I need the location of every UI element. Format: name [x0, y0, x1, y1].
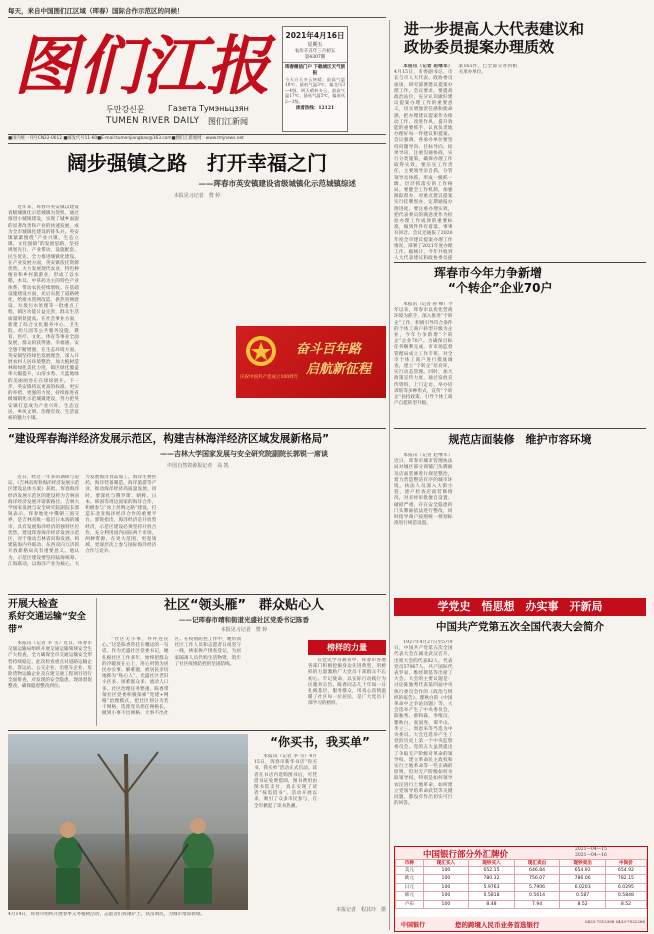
- party-study-body: [394, 640, 646, 836]
- top-right-body: [394, 64, 646, 264]
- main-headline: 阔步强镇之路 打开幸福之门: [67, 151, 327, 175]
- photo-caption: 4月14日，珲春市组织开展春季义务植树活动，志愿者们挥锹铲土、扶苗填坑，为城市增添新绿。: [8, 912, 206, 917]
- bank-cell: 100: [423, 900, 469, 908]
- bank-date-from: 2021—04—15: [575, 847, 607, 852]
- top-right-headline-2: 政协委员提案办理质效: [404, 38, 555, 56]
- masthead-title: 图们江报: [14, 29, 270, 102]
- main-subheadline: ——珲春市英安镇建设省级城镇化示范城镇综述: [198, 179, 356, 188]
- bank-row: [396, 883, 647, 891]
- bank-cell: 卢布: [396, 900, 424, 908]
- bank-cell: 韩元: [396, 892, 424, 900]
- community-subheadline: ——记珲春市靖和街道光盛社区党委书记陈香: [179, 616, 309, 624]
- party-line-1: 奋斗百年路: [296, 342, 362, 357]
- bank-col-header: 币种: [396, 860, 424, 867]
- photo-scene: [8, 734, 248, 910]
- bank-cell: 782.15: [605, 875, 646, 883]
- column-divider-safety: [96, 598, 97, 726]
- party-study-text: 1927年4月27日至5月9日，中国共产党第五次全国代表大会在湖北武汉召开。出席大会的代表82人，代表党员57967人。共产国际代表罗易、维经斯基等出席了大会。大会的主要议题是：讨论陈独秀代表第四届中央执行委员会作的《政治与组织的报告》、瞿秋白的《中国革命中之争论问题》等。大会选举产生了中央委员会，陈独秀、蔡和森、李维汉、瞿秋白、张国焘、谭平山、李立三、周恩来等当选为中央委员。大会还选举产生了党的历史上第一个中央监察委员会。党的五大虽然提出了争取无产阶级对革命的领导权、建立革命民主政权和实行土地革命等一些正确的原则，但对无产阶级如何争取领导权，特别是如何领导农民进行土地革命，如何建立党领导的革命武装等关键问题，都没有作出切实可行的回答。: [394, 640, 453, 807]
- enterprise-text: 本报讯（记者 孙 峰）今年以来，珲春市以优化营商环境为抓手，深入推进“个转企”工作，积极引导符合条件的个体工商户转型升级为企业，今年力争新增“个转企”企业70户。为确保目标任务顺利完成，市市场监督管理局成立工作专班，对全市个体工商户进行摸底调查，建立“个转企”培育库，实行动态管理。同时，加大政策宣传力度，通过发放宣传资料、上门走访、举办培训班等多种形式，宣传“个转企”扶持政策，引导个体工商户自愿转型升级。: [394, 302, 453, 407]
- bank-cell: 8.52: [605, 900, 646, 908]
- safety-article: [8, 598, 92, 726]
- buy-books-headline: “你买书，我买单”: [270, 735, 370, 749]
- bank-footer-slogan: 您的跨境人民币业务首选银行: [455, 921, 540, 929]
- model-power-title: 榜样的力量: [308, 640, 386, 655]
- seminar-byline: 中国自然资源报记者 高 凯: [167, 463, 229, 469]
- bank-cell: 0.5614: [514, 892, 560, 900]
- bank-col-header: 现钞卖出: [560, 860, 606, 867]
- shops-headline: 规范店面装修 维护市容环境: [448, 433, 592, 446]
- bank-cell: 780.32: [469, 875, 515, 883]
- rule-right-2: [394, 428, 646, 429]
- masthead-russian: Газета Тумэньцзян: [168, 104, 249, 113]
- main-body: [8, 205, 386, 445]
- bank-cell: 100: [423, 883, 469, 891]
- seminar-headline: “建设珲春海洋经济发展示范区，构建吉林海洋经济区域发展新格局”: [8, 433, 330, 445]
- community-text: “社区无小事，件件连民心。”这是陈香常挂在嘴边的一句话。作为光盛社区党委书记，她扎根社区工作多年，始终把群众的冷暖放在心上，用心用情为居民办实事、解难题，被居民亲切地称为“贴心人”。光盛社区老旧小区多、困难群众多、流动人口多，社区治理任务繁重。陈香带领社区党委积极探索“党建+网格”治理模式，把社区划分为若干网格，选派党员担任网格长，做到小事不出网格、大事不出社区。在疫情防控工作中，她带领社区工作人员和志愿者日夜坚守一线，挨家挨户排查登记，为居家隔离人员代购生活物资，筑牢了社区疫情防控的坚固防线。: [102, 637, 241, 717]
- issue-number: 第4307期: [304, 55, 326, 60]
- date-block: [282, 26, 348, 132]
- party-study-article: [394, 620, 646, 842]
- model-power-body: [308, 658, 386, 728]
- bank-cell: 654.92: [605, 867, 646, 875]
- model-power-text: 在党史学习教育中，珲春市各地各部门积极挖掘身边先进典型，用榜样的力量激励广大党员干部群众不忘初心、牢记使命，以实际行动践行为民服务宗旨。陈香同志几十年如一日扎根基层、服务群众，用真心真情温暖了社区每一位居民，是广大党员干部学习的榜样。: [308, 658, 386, 707]
- buy-books-text: 本报讯（记者 李 雪）4月15日，珲春市新华书店“你买书，我买单”活动正式启动。读者在书店内选购图书后，可凭借书证免费借阅，图书费用由图书馆支付，真正实现了读者“按需借书”。活动开展以来，吸引了众多市民参与，在全市掀起了读书热潮。: [254, 754, 317, 809]
- bank-cell: 6.0203: [560, 883, 606, 891]
- enterprise-headline-2: “个转企”企业70户: [448, 281, 553, 295]
- bank-cell: 美元: [396, 867, 424, 875]
- shops-body: [394, 453, 646, 573]
- top-right-headline-1: 进一步提高人大代表建议和: [404, 20, 585, 38]
- enterprise-headline-1: 珲春市今年力争新增: [434, 266, 543, 280]
- tree-planting-photo: [8, 734, 248, 910]
- buy-books-byline: 本报记者 程其玲 摄: [335, 907, 386, 913]
- bank-footer: [395, 917, 647, 931]
- rule-3: [8, 730, 386, 731]
- party-study-slogan: 学党史 悟思想 办实事 开新局: [437, 600, 603, 613]
- enterprise-body: [394, 302, 646, 420]
- seminar-text: 近日，经过一年多的调研与论证，《吉林省珲春海洋经济发展示范区建设总体方案》获批。珲春海洋经济发展示范区的建设将为吉林省海洋经济发展开辟新路径。吉林大学国家发展与安全研究院副院长郭锐表示，珲春地处中俄朝三国交界，是吉林省唯一临近日本海的城市，具有发展海洋经济的独特区位优势。建设珲春海洋经济发展示范区，对于推动吉林省向海发展、构建陆海内外联动、东西双向互济的开放新格局具有重要意义。他认为，示范区建设要坚持陆海统筹、江海联动，以海洋产业为核心，大力发展海洋食品加工、海洋生物医药、海洋装备制造、海洋旅游等产业，推动海洋经济高质量发展。同时，要深化与俄罗斯、朝鲜、日本、韩国等周边国家的海洋合作，积极参与“冰上丝绸之路”建设，打造东北亚海洋经济合作的重要平台。郭锐指出，海洋经济是开放型经济，示范区建设必须坚持开放合作，充分利用国内国际两个市场、两种资源，在更大范围、更宽领域、更深层次上参与国际海洋经济合作与竞争。: [8, 475, 157, 567]
- top-rule: [8, 17, 386, 18]
- top-right-byline: 本报讯（记者 赵继军）: [403, 64, 453, 69]
- shops-text: 本报讯（记者 赵继军）近日，珲春市城市管理执法局对城区部分商铺门头牌匾及店面装修进行规范整治，着力营造整洁有序的城市环境。执法人员深入大街小巷，逐户检查店面装修情况，对未经审批擅自设置、破损严重、存在安全隐患的门头牌匾依法进行整改，同时指导商户按照统一规划标准进行规范设置。: [394, 453, 453, 527]
- bank-cell: 654.92: [560, 867, 606, 875]
- bank-cell: 日元: [396, 883, 424, 891]
- safety-headline-2: 系好交通运输“安全带”: [8, 612, 86, 635]
- column-divider-main: [389, 20, 390, 930]
- bank-col-header: 现钞买入: [469, 860, 515, 867]
- bank-rate-table: [395, 859, 647, 909]
- seminar-article: [8, 432, 388, 592]
- main-byline: 本报见习记者 赞 婷: [173, 193, 221, 199]
- party-study-bar: [394, 598, 646, 616]
- bank-cell: 8.48: [469, 900, 515, 908]
- top-right-article: [394, 20, 646, 260]
- seminar-subheadline: ——吉林大学国家发展与安全研究院副院长郭锐一席谈: [160, 449, 328, 458]
- bank-footer-tel: 0433-7513388 0433-7532288: [585, 919, 645, 924]
- weather-text: 今天白天多云转晴，最高气温18℃，最低气温3℃，偏北风3—4级。明天晴转多云，最高气温17℃，最低气温5℃，偏南风2—3级。: [285, 77, 345, 104]
- bank-row: [396, 867, 647, 875]
- masthead-info: ■国内统一刊号CN22-0012 ■邮发代号11-60■E-mail:tumenjiangbao@163.com■图们江新闻网：www.tmjnews.net: [8, 134, 386, 144]
- bank-cell: 0.5818: [469, 892, 515, 900]
- safety-headline-1: 开展大检查: [8, 599, 58, 610]
- bank-cell: 7.94: [514, 900, 560, 908]
- masthead-english: TUMEN RIVER DAILY: [106, 116, 200, 126]
- bank-cell: 646.84: [514, 867, 560, 875]
- community-byline: 本报见习记者 赞 婷: [220, 627, 268, 633]
- bank-date-to: 2021—04—16: [575, 853, 607, 858]
- rule-right-1: [394, 262, 646, 263]
- community-headline: 社区“领头雁” 群众贴心人: [163, 598, 325, 613]
- bank-col-header: 现汇卖出: [514, 860, 560, 867]
- bank-cell: 652.15: [469, 867, 515, 875]
- party-logo-text: 庆祝中国共产党成立100周年: [240, 375, 299, 380]
- masthead-logo: [14, 22, 276, 102]
- weather-title: 珲春微信门户 下载城区天气预报: [283, 62, 347, 76]
- bank-col-header: 现汇买入: [423, 860, 469, 867]
- bank-title: 中国银行部分外汇牌价: [423, 850, 509, 860]
- bank-cell: 0.587: [560, 892, 606, 900]
- masthead-chinese: 图们江新闻: [208, 117, 248, 126]
- party-emblem-icon: [244, 334, 278, 368]
- buy-books-body: [254, 754, 386, 904]
- masthead: [8, 22, 278, 132]
- safety-body: [8, 641, 92, 737]
- bank-cell: 786.06: [560, 875, 606, 883]
- bank-cell: 5.7906: [514, 883, 560, 891]
- issue-weekday: 星期五: [307, 42, 323, 48]
- reader-hotline: 读者热线：12121: [295, 106, 335, 112]
- shops-article: [394, 432, 646, 582]
- top-slogan: 每天，来自中国图们江区域（珲春）国际合作示范区的问候！: [8, 7, 184, 15]
- issue-lunar: 农历辛丑年三月初五: [294, 49, 336, 54]
- bank-col-header: 中间价: [605, 860, 646, 867]
- main-story: [8, 146, 386, 456]
- bank-cell: 100: [423, 875, 469, 883]
- safety-text: 本报讯（记者 李 雪）近日，珲春市交通运输局组织开展交通运输领域安全生产大检查，全力确保全市交通运输安全形势持续稳定。此次检查重点对道路运输企业、客运站、公交企业、出租车企业、危险货物运输企业及在建交通工程项目进行全面排查，对发现的安全隐患，现场督促整改，确保隐患整改到位。: [8, 641, 92, 690]
- buy-books-article: [254, 734, 386, 926]
- main-text: 近年来，珲春市英安镇以建设省级城镇化示范城镇为契机，通过推进小城镇建设，实现了城乡面貌的显著改善和产业的快速发展，成为全市城镇化建设的排头兵。英安镇紧紧围绕“产业兴镇、生态立镇、文化强镇”的发展思路，坚持规划先行、产业带动、设施配套、民生优先，全力推进城镇化建设。在产业发展方面，英安镇依托资源优势，大力发展现代农业、特色种植业和乡村旅游业，形成了以水稻、木耳、中草药为主的特色产业体系，带动农民持续增收。在基础设施建设方面，先后实施了道路硬化、给排水管网改造、供热管网建设、垃圾污水处理等一批重点工程，镇区功能日益完善，群众生活质量明显提高。在社会事业方面，新建了综合文化服务中心、卫生院、幼儿园等公共服务设施，教育、医疗、文化、体育等事业全面发展，群众的获得感、幸福感、安全感不断增强。在生态环境方面，英安镇坚持绿色发展理念，深入开展农村人居环境整治，加大植树造林和绿化美化力度，镇区绿化覆盖率大幅提升，山清水秀、天蓝地绿的美丽画卷正在徐徐展开。下一步，英安镇将以更高的标准、更实的举措、更强的力度，持续推进省级城镇化示范城镇建设，努力把英安镇打造成为产业兴旺、生态宜居、乡风文明、治理有效、生活富裕的魅力小镇。: [8, 205, 79, 421]
- bank-cell: 100: [423, 867, 469, 875]
- bank-rate-box: [394, 846, 648, 932]
- masthead-korean: 두만강신문: [106, 105, 145, 114]
- model-power-box: [308, 640, 386, 728]
- issue-date: 2021年4月16日: [285, 31, 345, 40]
- bank-cell: 0.5848: [605, 892, 646, 900]
- top-right-text: 4月15日，市委副书记、市长与市人大代表、政协委员座谈，研究部署建议提案办理工作。会议要求，要提高政治站位，充分认识做好建议提案办理工作的重要意义，切实增强责任感和使命感，把办理建议提案作为推动工作、改进作风、提升效能的重要抓手，认真负责地办理好每一件建议和提案。会议强调，各承办单位要坚持问题导向、目标导向、结果导向，注重沟通协商，实行分类施策，确保办理工作取得实效。要压实工作责任，主要领导亲自抓，分管领导具体抓，形成一级抓一级、层层抓落实的工作格局。要健全工作机制，加强跟踪督办，对重点建议提案实行挂牌督办，定期通报办理进度。要注重办理实效，把代表委员的满意度作为检验办理工作成效的重要标准，做到件件有着落、事事有回音。会议还通报了2020年度全市建议提案办理工作情况，部署了2021年度办理工作。据统计，今年共收到人大代表建议和政协委员提案165件，已全部交办到相关承办单位。: [394, 64, 517, 262]
- enterprise-article: [394, 266, 646, 426]
- bank-cell: 欧元: [396, 875, 424, 883]
- bank-cell: 100: [423, 892, 469, 900]
- bank-cell: 6.0295: [605, 883, 646, 891]
- rule-2: [8, 594, 386, 595]
- bank-row: [396, 892, 647, 900]
- party-line-2: 启航新征程: [306, 362, 372, 377]
- rule-1: [8, 428, 386, 429]
- bank-cell: 5.9763: [469, 883, 515, 891]
- bank-cell: 8.52: [560, 900, 606, 908]
- bank-footer-name: 中国银行: [401, 922, 426, 929]
- party-banner: [236, 326, 386, 398]
- bank-row: [396, 875, 647, 883]
- seminar-body: [8, 475, 388, 573]
- party-study-headline: 中国共产党第五次全国代表大会简介: [436, 621, 604, 633]
- bank-row: [396, 900, 647, 908]
- bank-cell: 756.07: [514, 875, 560, 883]
